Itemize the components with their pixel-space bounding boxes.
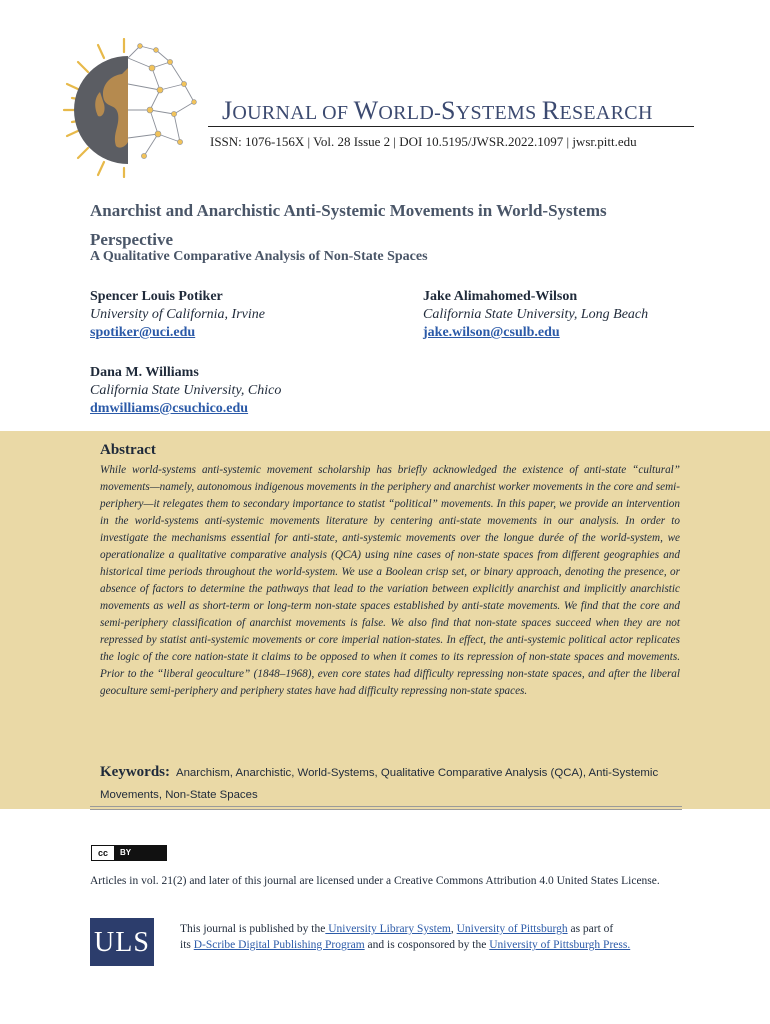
publisher-text: , bbox=[450, 923, 457, 935]
journal-logo bbox=[60, 38, 210, 178]
dscribe-link[interactable]: D-Scribe Digital Publishing Program bbox=[193, 939, 365, 951]
section-divider bbox=[90, 806, 682, 810]
abstract-text: While world-systems anti-systemic movement scholarship has briefly acknowledged the existence of anti-state “cultural” movements—namely, autonomous indigenous movements in the periphery and anarchist worker movements in the core and semi-periphery—it relegates them to secondary importance to statist “political” movements. In this paper, we provide an intervention in the world-systems anti-systemic movements literature by centering anti-state movements in our analysis. In order to investigate the mechanisms essential for anti-state, anti-systemic movements over the longue durée of the world-system, we operationalize a qualitative comparative analysis (QCA) using nine cases of non-state spaces from different geographies and historical time periods throughout the world-system. We use a Boolean crisp set, or binary approach, denoting the presence, or absence of factors to determine the pathways that lead to the variation between explicitly anarchist and implicitly anarchistic movements as well as short-term or long-term non-state spaces established by anti-state movements. We find that the core and semi-periphery classification of anarchist movements is false. We also find that non-state spaces succeed when they are not repressed by statist anti-systemic movements or core imperial nation-states. In effect, the anti-systemic political actor replicates the logic of the core nation-state it claims to be opposed to when it comes to its repression of non-state spaces and movements. Prior to the “liberal geoculture” (1848–1968), even core states had difficulty repressing non-state spaces, and after the liberal geoculture semi-periphery and periphery states have had difficulty repressing non-state spaces. bbox=[100, 464, 680, 697]
author-email-link[interactable]: spotiker@uci.edu bbox=[90, 325, 196, 340]
journal-title-initial: W bbox=[353, 96, 379, 125]
journal-title-part: OURNAL OF bbox=[232, 102, 354, 124]
keywords-text: Anarchism, Anarchistic, World-Systems, Qualitative Comparative Analysis (QCA), Anti-Systemic Movements, Non-State Spaces bbox=[100, 767, 659, 801]
journal-title-part: ORLD- bbox=[378, 102, 442, 124]
abstract-heading: Abstract bbox=[100, 442, 156, 458]
by-icon: BY bbox=[114, 846, 166, 860]
author-name: Spencer Louis Potiker bbox=[90, 289, 223, 304]
uls-logo: ULS bbox=[90, 918, 154, 966]
cc-by-badge[interactable] bbox=[91, 845, 167, 861]
author-block bbox=[423, 288, 648, 342]
author-name: Dana M. Williams bbox=[90, 365, 199, 380]
keywords-label: Keywords: bbox=[100, 764, 170, 780]
author-email-link[interactable]: dmwilliams@csuchico.edu bbox=[90, 401, 249, 416]
article-subtitle: A Qualitative Comparative Analysis of Non-State Spaces bbox=[90, 249, 428, 264]
header-divider bbox=[208, 126, 694, 127]
license-text: Articles in vol. 21(2) and later of this journal are licensed under a Creative Commons Attribution 4.0 United States License. bbox=[90, 875, 660, 887]
journal-title-initial: R bbox=[541, 96, 560, 125]
issn-line: ISSN: 1076-156X | Vol. 28 Issue 2 | DOI 10.5195/JWSR.2022.1097 | jwsr.pitt.edu bbox=[210, 134, 637, 149]
author-affiliation: University of California, Irvine bbox=[90, 307, 265, 322]
author-block bbox=[90, 364, 281, 418]
journal-title-part: ESEARCH bbox=[559, 102, 653, 124]
author-block bbox=[90, 288, 265, 342]
journal-title-part: YSTEMS bbox=[455, 102, 542, 124]
journal-title-initial: S bbox=[441, 96, 456, 125]
publisher-text: This journal is published by the bbox=[180, 923, 326, 935]
pitt-link[interactable]: University of Pittsburgh bbox=[456, 923, 568, 935]
cc-icon: cc bbox=[92, 846, 114, 860]
keywords bbox=[100, 761, 690, 806]
article-title: Anarchist and Anarchistic Anti-Systemic Movements in World-Systems Perspective bbox=[90, 201, 607, 249]
author-affiliation: California State University, Long Beach bbox=[423, 307, 649, 322]
uls-link[interactable]: University Library System bbox=[325, 923, 451, 935]
pitt-press-link[interactable]: University of Pittsburgh Press. bbox=[489, 939, 631, 951]
author-affiliation: California State University, Chico bbox=[90, 383, 282, 398]
journal-title-initial: J bbox=[222, 96, 233, 125]
publisher-text: and is cosponsored by the bbox=[364, 939, 490, 951]
publisher-statement bbox=[180, 921, 700, 953]
author-name: Jake Alimahomed-Wilson bbox=[423, 289, 578, 304]
publisher-text: as part of bbox=[567, 923, 614, 935]
publisher-text: its bbox=[180, 939, 194, 951]
journal-title bbox=[222, 96, 653, 126]
author-email-link[interactable]: jake.wilson@csulb.edu bbox=[423, 325, 560, 340]
